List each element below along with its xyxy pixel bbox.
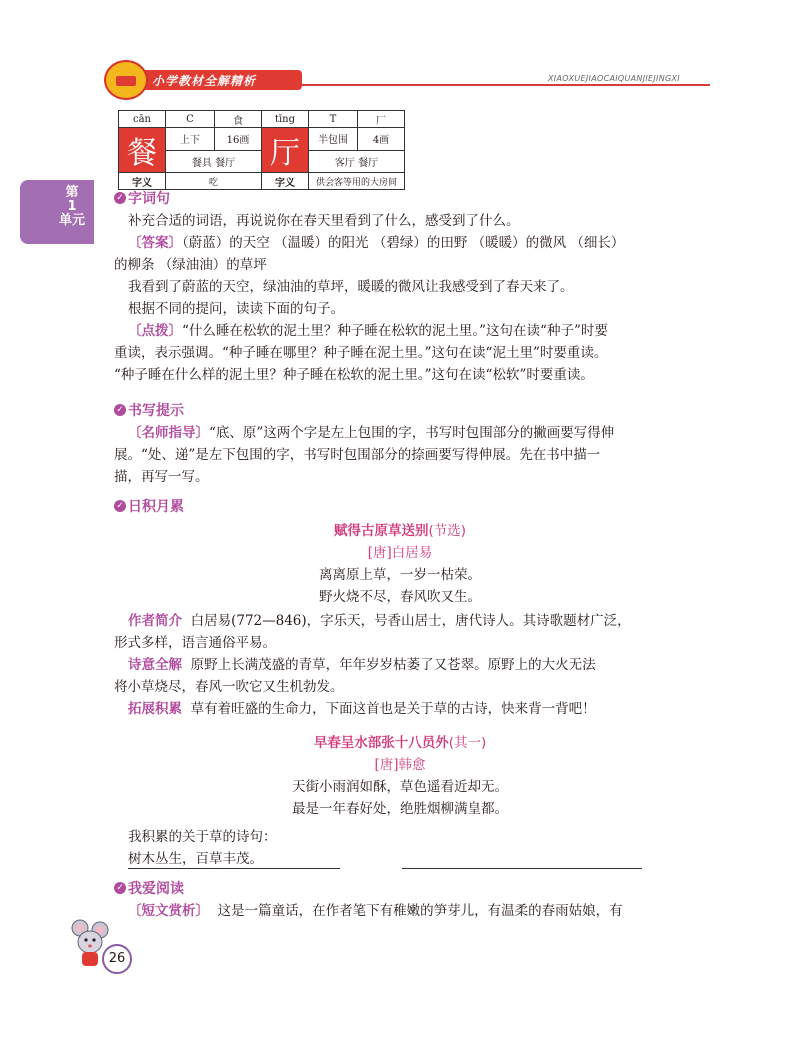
unit-tab-label: 第 1 单元	[58, 185, 85, 228]
answer-line-3: 我看到了蔚蓝的天空，绿油油的草坪，暖暖的微风让我感受到了春天来了。	[128, 279, 574, 295]
ciju-q1: 补充合适的词语，再说说你在春天里看到了什么，感受到了什么。	[128, 213, 520, 229]
check-icon: ✓	[114, 404, 126, 416]
answer-underline-1	[128, 868, 340, 869]
poem1	[114, 520, 686, 608]
character-table	[118, 110, 405, 190]
poem2-line-2: 最是一年春好处，绝胜烟柳满皇都。	[292, 801, 508, 817]
ciju-block	[114, 210, 686, 386]
c1-words: 餐具 餐厅	[166, 150, 262, 173]
c1-meaning: 吃	[166, 173, 262, 190]
meaning-line-2: 将小草烧尽，春风一吹它又生机勃发。	[114, 679, 344, 695]
mine-prompt: 我积累的关于草的诗句：	[128, 829, 277, 845]
poem2-line-1: 天街小雨润如酥，草色遥看近却无。	[292, 779, 508, 795]
book-logo-icon	[104, 60, 148, 100]
teacher-tag: 〔名师指导〕	[128, 425, 209, 441]
poem1-author: [唐]白居易	[367, 545, 433, 561]
mine-block	[114, 826, 686, 870]
shuxie-line-3: 描，再写一写。	[114, 469, 209, 485]
meaning-tag: 诗意全解	[128, 657, 182, 673]
poem1-line-1: 离离原上草，一岁一枯荣。	[319, 567, 481, 583]
c2-words: 客厅 餐厅	[309, 150, 405, 173]
poem2-author: [唐]韩愈	[374, 757, 426, 773]
section-head-ciju: ✓ 字词句	[114, 188, 170, 208]
shuxie-line-1: “底、原”这两个字是左上包围的字，书写时包围部分的撇画要写得伸	[209, 425, 615, 441]
yuedu-block	[114, 900, 686, 922]
answer-tag: 〔答案〕	[128, 235, 182, 251]
c1-structure: 上下	[166, 128, 215, 151]
meaning-line-1: 原野上长满茂盛的青草，年年岁岁枯萎了又苍翠。原野上的大火无法	[190, 657, 596, 673]
section-head-riji: ✓ 日积月累	[114, 496, 184, 516]
expand-line-1: 草有着旺盛的生命力，下面这首也是关于草的古诗，快来背一背吧！	[190, 701, 596, 717]
c2-radical: 厂	[358, 111, 405, 128]
tip-line-2: 重读，表示强调。“种子睡在哪里？种子睡在泥土里。”这句在读“泥土里”时要重读。	[114, 345, 608, 361]
c2-strokes: 4画	[358, 128, 405, 151]
answer-line-1: （蔚蓝）的天空 （温暖）的阳光 （碧绿）的田野 （暖暖）的微风 （细长）	[182, 235, 625, 251]
author-line-2: 形式多样，语言通俗平易。	[114, 635, 276, 651]
expand-tag: 拓展积累	[128, 701, 182, 717]
c1-radical: 食	[215, 111, 262, 128]
poem2-title: 早春呈水部张十八员外	[313, 735, 449, 751]
author-line-1: 白居易(772—846)，字乐天，号香山居士，唐代诗人。其诗歌题材广泛，	[190, 613, 631, 629]
c1-meaning-label: 字义	[119, 173, 166, 190]
check-icon: ✓	[114, 192, 126, 204]
c1-strokes: 16画	[215, 128, 262, 151]
yuedu-line-1: 这是一篇童话，在作者笔下有稚嫩的笋芽儿，有温柔的春雨姑娘，有	[217, 903, 623, 919]
c2-initial: T	[309, 111, 358, 128]
ciju-q2: 根据不同的提问，读读下面的句子。	[128, 301, 344, 317]
c1-pinyin: cān	[119, 111, 166, 128]
answer-underline-2	[402, 868, 642, 869]
poem2	[114, 732, 686, 820]
c2-meaning: 供会客等用的大房间	[309, 173, 405, 190]
c2-pinyin: tīng	[262, 111, 309, 128]
appreciation-tag: 〔短文赏析〕	[128, 903, 209, 919]
page-number: 26	[102, 944, 132, 974]
tip-line-1: “什么睡在松软的泥土里？种子睡在松软的泥土里。”这句在读“种子”时要	[182, 323, 608, 339]
answer-line-2: 的柳条 （绿油油）的草坪	[114, 257, 267, 273]
header-pinyin: XIAOXUEJIAOCAIQUANJIEJINGXI	[548, 74, 680, 83]
c1-char: 餐	[119, 128, 166, 173]
tip-tag: 〔点拨〕	[128, 323, 182, 339]
check-icon: ✓	[114, 882, 126, 894]
riji-notes	[114, 610, 686, 720]
section-head-yuedu: ✓ 我爱阅读	[114, 878, 184, 898]
check-icon: ✓	[114, 500, 126, 512]
header-title: 小学教材全解精析	[152, 74, 257, 88]
poem1-note: (节选)	[428, 523, 467, 539]
shuxie-block	[114, 422, 686, 488]
shuxie-line-2: 展。“处、递”是左下包围的字，书写时包围部分的捺画要写得伸展。先在书中描一	[114, 447, 601, 463]
mine-answer: 树木丛生，百草丰茂。	[128, 851, 263, 867]
author-tag: 作者简介	[128, 613, 182, 629]
tip-line-3: “种子睡在什么样的泥土里？种子睡在松软的泥土里。”这句在读“松软”时要重读。	[114, 367, 594, 383]
section-head-shuxie: ✓ 书写提示	[114, 400, 184, 420]
poem1-title: 赋得古原草送别	[333, 523, 429, 539]
c2-char: 厅	[262, 128, 309, 173]
c1-initial: C	[166, 111, 215, 128]
poem1-line-2: 野火烧不尽，春风吹又生。	[319, 589, 481, 605]
c2-structure: 半包围	[309, 128, 358, 151]
poem2-note: (其一)	[448, 735, 487, 751]
c2-meaning-label: 字义	[262, 173, 309, 190]
